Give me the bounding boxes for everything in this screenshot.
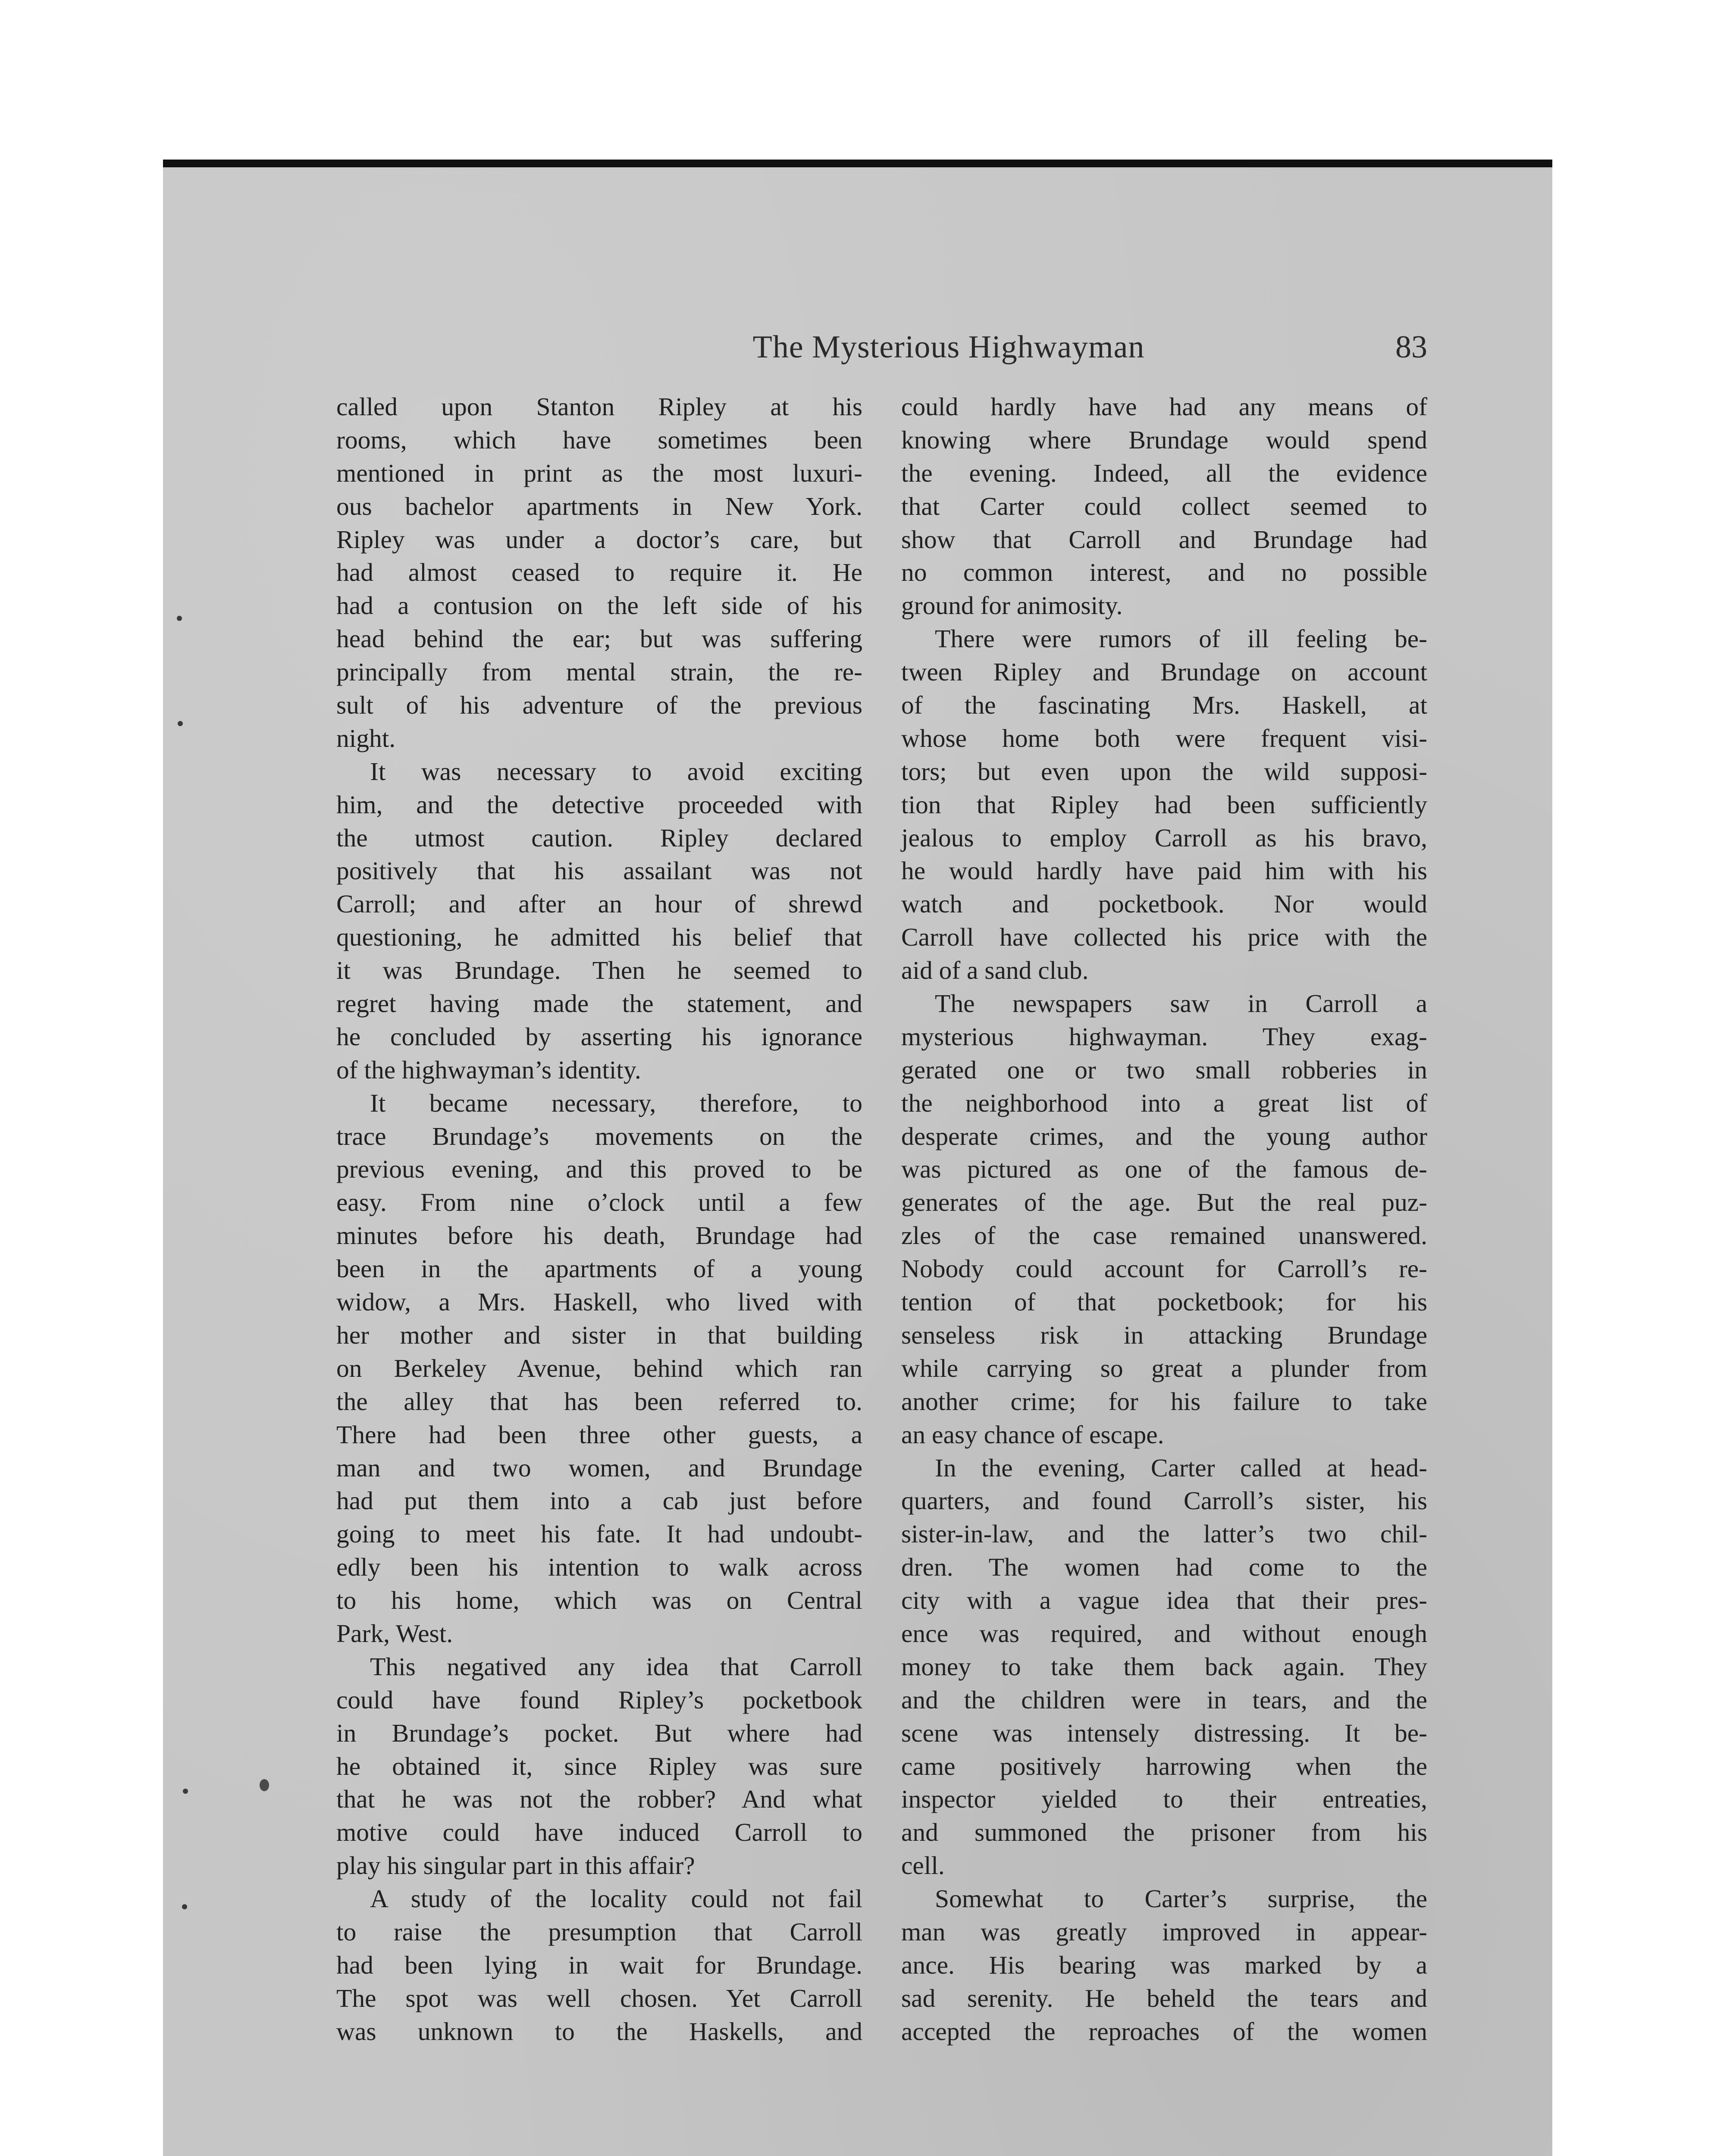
text-column-right — [901, 390, 1427, 2048]
text-line: called upon Stanton Ripley at his — [336, 392, 862, 421]
text-line: edly been his intention to walk across — [336, 1553, 862, 1582]
text-line: in Brundage’s pocket. But where had — [336, 1718, 862, 1747]
text-line: the alley that has been referred to. — [336, 1387, 862, 1416]
text-line: aid of a sand club. — [901, 956, 1089, 985]
text-line: Park, West. — [336, 1619, 453, 1648]
text-line: tween Ripley and Brundage on account — [901, 658, 1427, 686]
text-line: scene was intensely distressing. It be- — [901, 1718, 1427, 1747]
text-line: could have found Ripley’s pocketbook — [336, 1685, 862, 1714]
text-line: on Berkeley Avenue, behind which ran — [336, 1354, 862, 1382]
text-line: was unknown to the Haskells, and — [336, 2017, 862, 2046]
text-line: Carroll; and after an hour of shrewd — [336, 890, 862, 918]
text-line: sad serenity. He beheld the tears and — [901, 1984, 1427, 2012]
text-line: The spot was well chosen. Yet Carroll — [336, 1984, 862, 2012]
text-line: came positively harrowing when the — [901, 1752, 1427, 1780]
text-line: ous bachelor apartments in New York. — [336, 492, 862, 520]
text-line: ground for animosity. — [901, 591, 1123, 620]
text-line: city with a vague idea that their pres- — [901, 1586, 1427, 1615]
text-line: mentioned in print as the most luxuri- — [336, 458, 862, 487]
text-line: trace Brundage’s movements on the — [336, 1122, 862, 1150]
text-line: It was necessary to avoid exciting — [370, 757, 862, 786]
text-line: while carrying so great a plunder from — [901, 1354, 1427, 1382]
running-head — [470, 323, 1427, 371]
text-line: senseless risk in attacking Brundage — [901, 1320, 1427, 1349]
text-line: Ripley was under a doctor’s care, but — [336, 525, 862, 554]
text-line: watch and pocketbook. Nor would — [901, 890, 1427, 918]
text-line: the utmost caution. Ripley declared — [336, 823, 862, 852]
text-line: man was greatly improved in appear- — [901, 1917, 1427, 1946]
binding-hole — [177, 616, 182, 621]
text-line: tention of that pocketbook; for his — [901, 1288, 1427, 1316]
text-line: Nobody could account for Carroll’s re- — [901, 1254, 1427, 1283]
text-line: questioning, he admitted his belief that — [336, 923, 862, 952]
text-line: motive could have induced Carroll to — [336, 1818, 862, 1847]
text-line: It became necessary, therefore, to — [370, 1088, 862, 1117]
text-line: mysterious highwayman. They exag- — [901, 1022, 1427, 1051]
text-line: A study of the locality could not fail — [370, 1884, 862, 1913]
text-line: ence was required, and without enough — [901, 1619, 1427, 1648]
text-line: was pictured as one of the famous de- — [901, 1155, 1427, 1184]
text-line: There were rumors of ill feeling be- — [935, 624, 1427, 653]
text-line: been in the apartments of a young — [336, 1254, 862, 1283]
binding-hole — [182, 1904, 187, 1909]
text-line: jealous to employ Carroll as his bravo, — [901, 823, 1427, 852]
text-column-left — [336, 390, 862, 2048]
text-line: rooms, which have sometimes been — [336, 425, 862, 454]
scan-top-edge — [163, 160, 1552, 167]
text-line: dren. The women had come to the — [901, 1553, 1427, 1582]
text-line: principally from mental strain, the re- — [336, 658, 862, 686]
text-line: had put them into a cab just before — [336, 1486, 862, 1515]
text-line: There had been three other guests, a — [336, 1420, 862, 1449]
text-line: her mother and sister in that building — [336, 1320, 862, 1349]
text-line: Somewhat to Carter’s surprise, the — [935, 1884, 1427, 1913]
text-line: that he was not the robber? And what — [336, 1785, 862, 1814]
text-line: gerated one or two small robberies in — [901, 1055, 1427, 1084]
text-line: regret having made the statement, and — [336, 989, 862, 1018]
text-line: sult of his adventure of the previous — [336, 691, 862, 720]
text-line: minutes before his death, Brundage had — [336, 1221, 862, 1250]
text-line: to his home, which was on Central — [336, 1586, 862, 1615]
text-line: easy. From nine o’clock until a few — [336, 1188, 862, 1217]
text-line: had a contusion on the left side of his — [336, 591, 862, 620]
text-line: accepted the reproaches of the women — [901, 2017, 1427, 2046]
text-line: widow, a Mrs. Haskell, who lived with — [336, 1288, 862, 1316]
text-line: the neighborhood into a great list of — [901, 1088, 1427, 1117]
text-line: play his singular part in this affair? — [336, 1851, 695, 1880]
text-line: inspector yielded to their entreaties, — [901, 1785, 1427, 1814]
text-line: he concluded by asserting his ignorance — [336, 1022, 862, 1051]
text-line: knowing where Brundage would spend — [901, 425, 1427, 454]
text-line: the evening. Indeed, all the evidence — [901, 458, 1427, 487]
text-line: cell. — [901, 1851, 945, 1880]
text-line: In the evening, Carter called at head- — [935, 1453, 1427, 1482]
text-line: desperate crimes, and the young author — [901, 1122, 1427, 1150]
text-line: man and two women, and Brundage — [336, 1453, 862, 1482]
text-line: it was Brundage. Then he seemed to — [336, 956, 862, 985]
text-line: quarters, and found Carroll’s sister, his — [901, 1486, 1427, 1515]
text-line: he obtained it, since Ripley was sure — [336, 1752, 862, 1780]
text-line: of the highwayman’s identity. — [336, 1055, 641, 1084]
text-line: positively that his assailant was not — [336, 856, 862, 885]
running-title: The Mysterious Highwayman — [752, 329, 1145, 365]
text-line: could hardly have had any means of — [901, 392, 1427, 421]
text-line: whose home both were frequent visi- — [901, 724, 1427, 752]
text-line: head behind the ear; but was suffering — [336, 624, 862, 653]
text-line: money to take them back again. They — [901, 1652, 1427, 1681]
text-line: of the fascinating Mrs. Haskell, at — [901, 691, 1427, 720]
text-line: had been lying in wait for Brundage. — [336, 1950, 862, 1979]
text-line: had almost ceased to require it. He — [336, 558, 862, 587]
binding-hole — [178, 721, 183, 726]
text-line: another crime; for his failure to take — [901, 1387, 1427, 1416]
text-line: an easy chance of escape. — [901, 1420, 1164, 1449]
text-line: sister-in-law, and the latter’s two chil- — [901, 1520, 1427, 1548]
page-number: 83 — [1395, 329, 1427, 365]
text-line: Carroll have collected his price with the — [901, 923, 1427, 952]
binding-hole — [183, 1789, 188, 1794]
text-line: he would hardly have paid him with his — [901, 856, 1427, 885]
text-line: to raise the presumption that Carroll — [336, 1917, 862, 1946]
text-line: that Carter could collect seemed to — [901, 492, 1427, 520]
text-line: him, and the detective proceeded with — [336, 790, 862, 819]
text-line: no common interest, and no possible — [901, 558, 1427, 587]
text-line: going to meet his fate. It had undoubt- — [336, 1520, 862, 1548]
text-line: tion that Ripley had been sufficiently — [901, 790, 1427, 819]
text-line: and the children were in tears, and the — [901, 1685, 1427, 1714]
text-line: and summoned the prisoner from his — [901, 1818, 1427, 1847]
text-line: The newspapers saw in Carroll a — [935, 989, 1427, 1018]
text-line: generates of the age. But the real puz- — [901, 1188, 1427, 1217]
text-line: show that Carroll and Brundage had — [901, 525, 1427, 554]
text-line: tors; but even upon the wild supposi- — [901, 757, 1427, 786]
text-line: zles of the case remained unanswered. — [901, 1221, 1427, 1250]
text-line: This negatived any idea that Carroll — [370, 1652, 862, 1681]
text-line: previous evening, and this proved to be — [336, 1155, 862, 1184]
text-line: ance. His bearing was marked by a — [901, 1950, 1427, 1979]
binding-hole — [260, 1779, 269, 1791]
text-line: night. — [336, 724, 396, 752]
